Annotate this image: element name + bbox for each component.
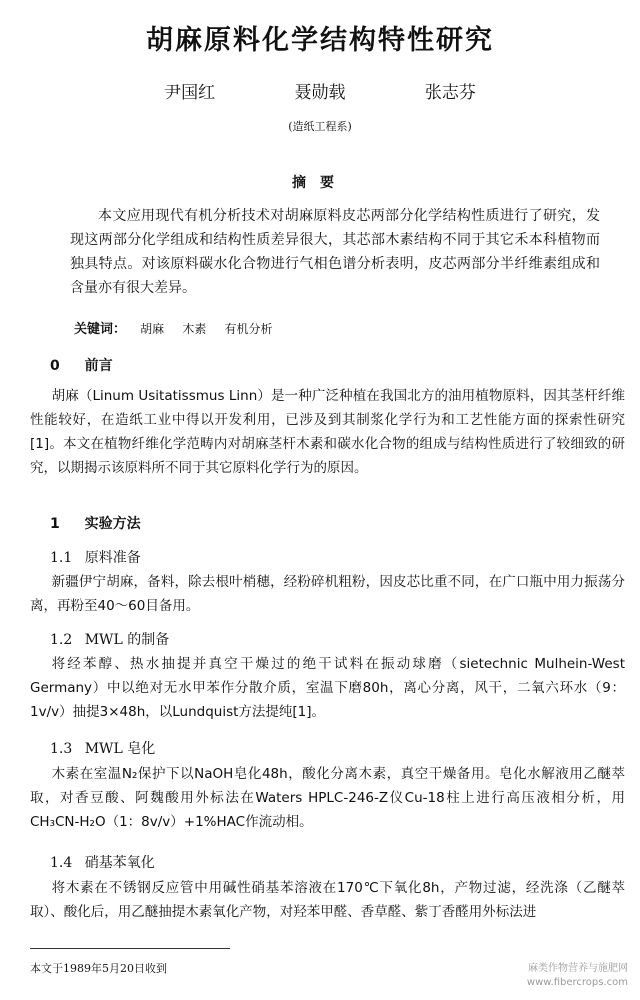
keyword: 胡麻	[140, 322, 165, 336]
subsection-title: MWL 的制备	[84, 632, 170, 648]
footnote: 本文于1989年5月20日收到	[30, 962, 167, 975]
keyword: 有机分析	[224, 322, 273, 336]
author-name: 尹国红	[164, 83, 216, 103]
section-number: 1	[50, 516, 60, 532]
subsection-title: MWL 皂化	[84, 741, 156, 757]
keywords	[74, 318, 574, 337]
subsection-number: 1.2	[50, 632, 73, 648]
subsection-title: 原料准备	[84, 550, 141, 566]
keywords-label: 关键词：	[74, 322, 127, 337]
subsection-heading	[50, 547, 141, 567]
nitrobenzene-paragraph: 将木素在不锈钢反应管中用碱性硝基苯溶液在170℃下氧化8h，产物过滤，经洗涤（乙醚萃取）、酸化后，用乙醚抽提木素氧化产物，对羟苯甲醛、香草醛、紫丁香醛用外标法进	[30, 880, 625, 920]
section-title: 前言	[84, 358, 113, 374]
paper-title: 胡麻原料化学结构特性研究	[146, 25, 494, 56]
watermark-line: www.fibercrops.com	[526, 977, 628, 988]
author-name: 张志芬	[424, 83, 476, 103]
materials-paragraph: 新疆伊宁胡麻，备料，除去根叶梢穗，经粉碎机粗粉，因皮芯比重不同，在广口瓶中用力振荡分离，再粉至40～60目备用。	[30, 574, 625, 614]
saponification-paragraph: 木素在室温N₂保护下以NaOH皂化48h，酸化分离木素，真空干燥备用。皂化水解液用乙醚萃取，对香豆酸、阿魏酸用外标法在Waters HPLC-246-Z仪Cu-18柱上进行高压液相分析，用CH₃CN-H₂O（1：8v/v）+1%HAC作流动相。	[30, 766, 625, 830]
abstract-heading: 摘要	[292, 175, 348, 191]
subsection-heading	[50, 852, 155, 872]
subsection-title: 硝基苯氧化	[84, 855, 155, 871]
intro-paragraph: 胡麻（Linum Usitatissmus Linn）是一种广泛种植在我国北方的油用植物原料，因其茎杆纤维性能较好，在造纸工业中得以开发利用，已涉及到其制浆化学行为和工艺性能方面的探索性研究[1]。本文在植物纤维化学范畴内对胡麻茎杆木素和碳水化合物的组成与结构性质进行了较细致的研究，以期揭示该原料所不同于其它原料化学行为的原因。	[30, 388, 625, 476]
section-heading-methods	[50, 513, 141, 533]
subsection-heading	[50, 738, 155, 758]
section-title: 实验方法	[84, 516, 141, 532]
subsection-heading	[50, 629, 169, 649]
mwl-prep-paragraph: 将经苯醇、热水抽提并真空干燥过的绝干试料在振动球磨（sietechnic Mulhein-West Germany）中以绝对无水甲苯作分散介质，室温下磨80h，离心分离，风干，二氧六环水（9：1v/v）抽提3×48h，以Lundquist方法提纯[1]。	[30, 656, 625, 720]
keyword: 木素	[182, 322, 207, 336]
watermark	[527, 962, 628, 990]
subsection-number: 1.1	[50, 550, 73, 566]
abstract-text: 本文应用现代有机分析技术对胡麻原料皮芯两部分化学结构性质进行了研究，发现这两部分化学组成和结构性质差异很大，其芯部木素结构不同于其它禾本科植物而独具特点。对该原料碳水化合物进行气相色谱分析表明，皮芯两部分半纤维素组成和含量亦有很大差异。	[70, 208, 600, 296]
section-heading-intro	[50, 355, 113, 375]
author-name: 聂勋载	[294, 83, 346, 103]
watermark-line: 麻类作物营养与施肥网	[528, 963, 628, 974]
author-list	[0, 78, 640, 103]
subsection-number: 1.3	[50, 741, 73, 757]
subsection-number: 1.4	[50, 855, 73, 871]
affiliation: (造纸工程系)	[288, 120, 352, 133]
footnote-divider	[30, 948, 230, 949]
section-number: 0	[50, 358, 60, 374]
